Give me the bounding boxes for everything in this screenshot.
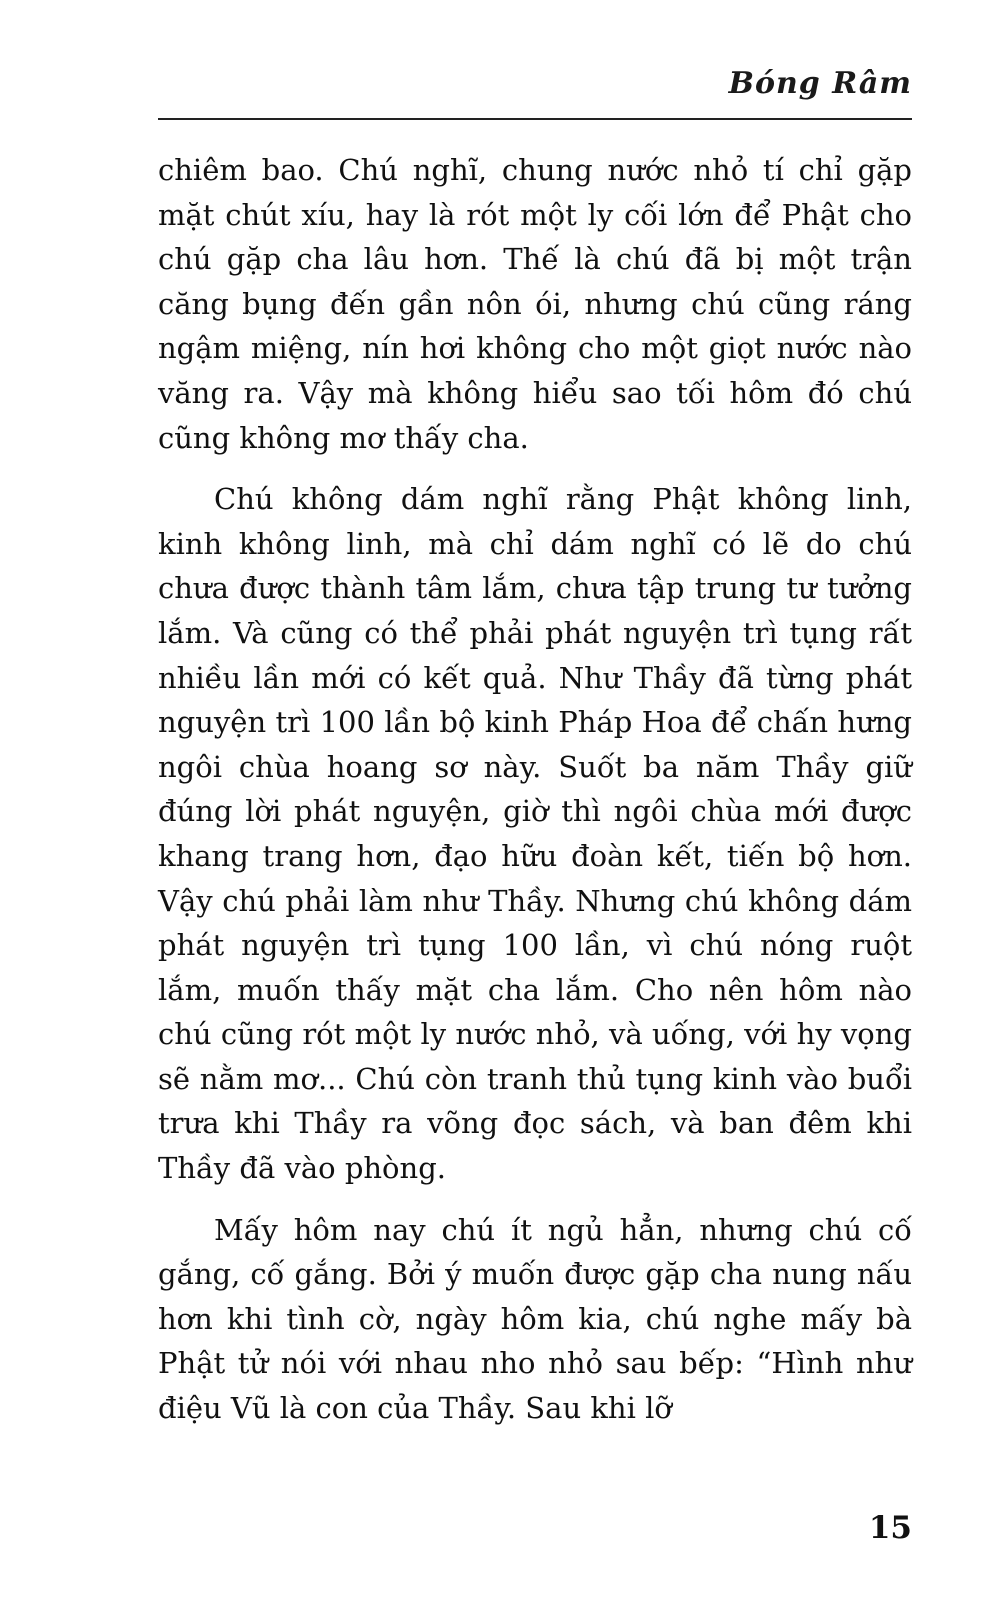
paragraph-1: chiêm bao. Chú nghĩ, chung nước nhỏ tí chỉ gặp mặt chút xíu, hay là rót một ly cối lớn để Phật cho chú gặp cha lâu hơn. Thế là chú đã bị một trận căng bụng đến gần nôn ói, nhưng chú cũng ráng ngậm miệng, nín hơi không cho một giọt nước nào văng ra. Vậy mà không hiểu sao tối hôm đó chú cũng không mơ thấy cha. <box>158 153 912 455</box>
paragraph-2: Chú không dám nghĩ rằng Phật không linh, kinh không linh, mà chỉ dám nghĩ có lẽ do chú chưa được thành tâm lắm, chưa tập trung tư tưởng lắm. Và cũng có thể phải phát nguyện trì tụng rất nhiều lần mới có kết quả. Như Thầy đã từng phát nguyện trì 100 lần bộ kinh Pháp Hoa để chấn hưng ngôi chùa hoang sơ này. Suốt ba năm Thầy giữ đúng lời phát nguyện, giờ thì ngôi chùa mới được khang trang hơn, đạo hữu đoàn kết, tiến bộ hơn. Vậy chú phải làm như Thầy. Nhưng chú không dám phát nguyện trì tụng 100 lần, vì chú nóng ruột lắm, muốn thấy mặt cha lắm. Cho nên hôm nào chú cũng rót một ly nước nhỏ, và uống, với hy vọng sẽ nằm mơ... Chú còn tranh thủ tụng kinh vào buổi trưa khi Thầy ra võng đọc sách, và ban đêm khi Thầy đã vào phòng. <box>158 482 912 1186</box>
header-rule <box>158 118 912 120</box>
page-number: 15 <box>868 1510 912 1546</box>
body-text <box>158 148 912 1431</box>
paragraph-3: Mấy hôm nay chú ít ngủ hẳn, nhưng chú cố gắng, cố gắng. Bởi ý muốn được gặp cha nung nấu hơn khi tình cờ, ngày hôm kia, chú nghe mấy bà Phật tử nói với nhau nho nhỏ sau bếp: “Hình như điệu Vũ là con của Thầy. Sau khi lỡ <box>158 1212 912 1426</box>
running-header-title: Bóng Râm <box>728 66 912 101</box>
